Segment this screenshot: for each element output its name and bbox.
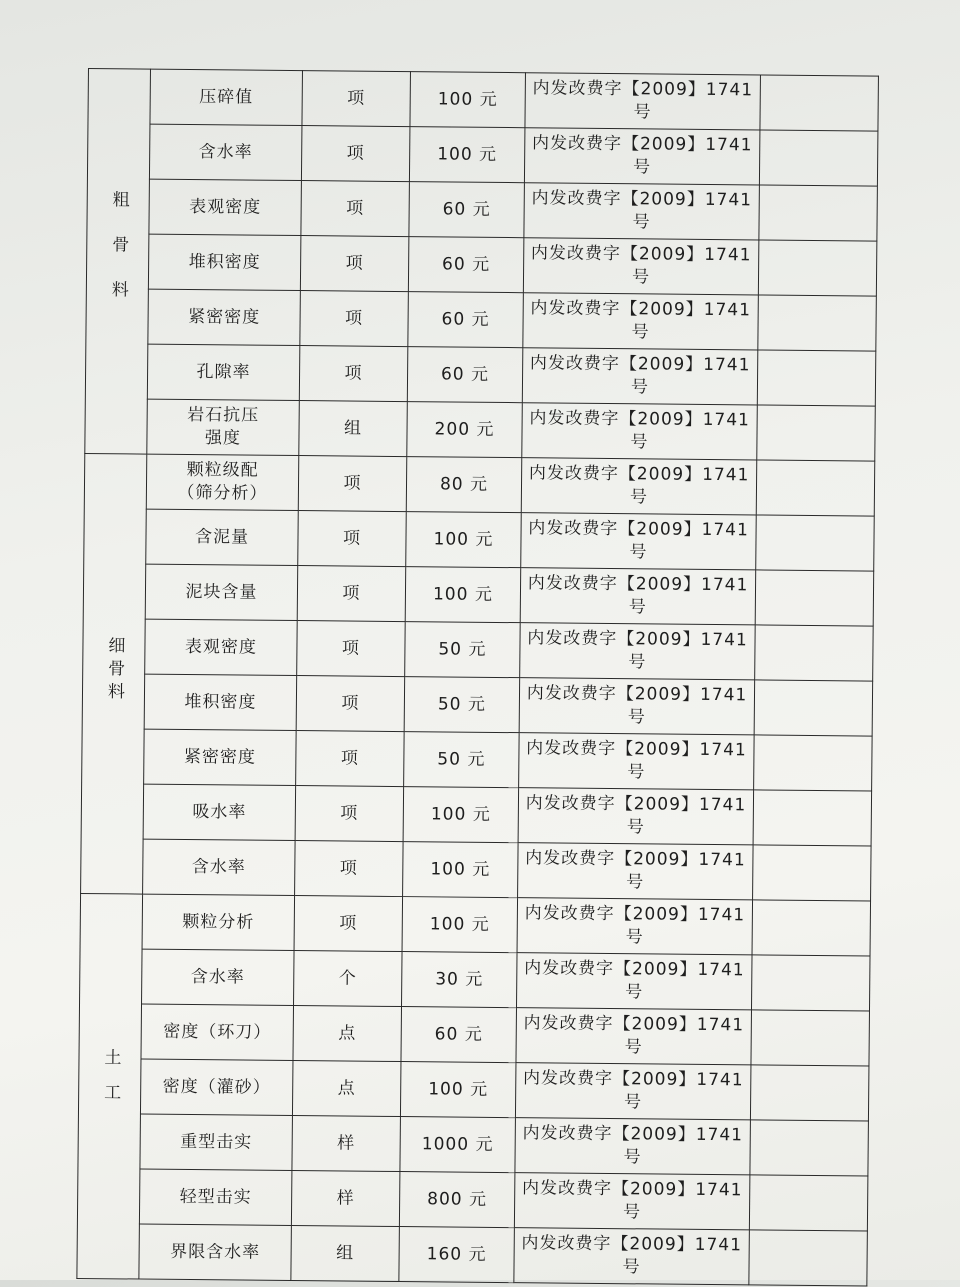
unit-cell: 项: [294, 896, 403, 952]
price-cell: 100 元: [402, 897, 518, 953]
item-cell: 轻型击实: [139, 1169, 292, 1225]
price-cell: 30 元: [402, 952, 518, 1008]
item-cell: 岩石抗压 强度: [147, 399, 300, 455]
item-cell: 吸水率: [143, 784, 296, 840]
unit-cell: 个: [294, 951, 403, 1007]
remark-cell: [749, 1175, 868, 1231]
table-row: [83, 563, 873, 626]
unit-cell: 样: [291, 1171, 400, 1227]
remark-cell: [751, 955, 870, 1011]
basis-cell: 内发改费字【2009】1741 号: [523, 293, 759, 350]
price-cell: 100 元: [406, 512, 522, 568]
basis-cell: 内发改费字【2009】1741 号: [516, 953, 752, 1010]
table-row: [82, 728, 872, 791]
remark-cell: [755, 625, 874, 681]
item-cell: 孔隙率: [147, 344, 300, 400]
item-cell: 紧密密度: [148, 289, 301, 345]
unit-cell: 组: [299, 401, 408, 457]
table-row: [83, 618, 873, 681]
table-row: [87, 178, 877, 241]
table-row: [79, 1003, 869, 1066]
item-cell: 泥块含量: [145, 564, 298, 620]
table-row: [78, 1113, 868, 1176]
basis-cell: 内发改费字【2009】1741 号: [523, 238, 759, 295]
unit-cell: 项: [301, 126, 410, 182]
table-row: [82, 673, 872, 736]
unit-cell: 项: [297, 566, 406, 622]
price-cell: 100 元: [403, 842, 519, 898]
basis-cell: 内发改费字【2009】1741 号: [514, 1173, 750, 1230]
unit-cell: 项: [296, 676, 405, 732]
basis-cell: 内发改费字【2009】1741 号: [517, 898, 753, 955]
remark-cell: [756, 460, 875, 516]
item-cell: 含水率: [142, 949, 295, 1005]
item-cell: 重型击实: [140, 1114, 293, 1170]
remark-cell: [755, 570, 874, 626]
basis-cell: 内发改费字【2009】1741 号: [519, 733, 755, 790]
basis-cell: 内发改费字【2009】1741 号: [525, 73, 761, 130]
fee-table-body: [77, 69, 879, 1287]
unit-cell: 项: [296, 731, 405, 787]
price-cell: 100 元: [409, 127, 525, 183]
price-cell: 60 元: [407, 347, 523, 403]
price-cell: 200 元: [407, 402, 523, 458]
price-cell: 160 元: [399, 1227, 515, 1283]
category-cell: [77, 893, 143, 1279]
remark-cell: [760, 75, 879, 131]
item-cell: 颗粒分析: [142, 894, 295, 950]
table-row: [80, 948, 870, 1011]
remark-cell: [754, 680, 873, 736]
basis-cell: 内发改费字【2009】1741 号: [518, 843, 754, 900]
unit-cell: 点: [293, 1006, 402, 1062]
remark-cell: [759, 130, 878, 186]
price-cell: 60 元: [408, 292, 524, 348]
remark-cell: [758, 240, 877, 296]
remark-cell: [754, 735, 873, 791]
price-cell: 100 元: [410, 72, 526, 128]
remark-cell: [753, 845, 872, 901]
item-cell: 含水率: [143, 839, 296, 895]
unit-cell: 点: [292, 1061, 401, 1117]
item-cell: 界限含水率: [139, 1224, 292, 1280]
price-cell: 50 元: [404, 732, 520, 788]
category-label: 土工: [99, 1047, 121, 1118]
unit-cell: 项: [298, 511, 407, 567]
basis-cell: 内发改费字【2009】1741 号: [515, 1063, 751, 1120]
price-cell: 1000 元: [400, 1117, 516, 1173]
item-cell: 压碎值: [150, 69, 303, 125]
table-row: [77, 1223, 867, 1286]
price-cell: 800 元: [399, 1172, 515, 1228]
table-row: [77, 1168, 867, 1231]
remark-cell: [750, 1120, 869, 1176]
item-cell: 表观密度: [149, 179, 302, 235]
price-cell: 60 元: [408, 237, 524, 293]
unit-cell: 项: [302, 71, 411, 127]
unit-cell: 项: [301, 181, 410, 237]
remark-cell: [757, 405, 876, 461]
table-row: [84, 453, 874, 516]
category-cell: [85, 69, 151, 455]
remark-cell: [750, 1065, 869, 1121]
remark-cell: [749, 1230, 868, 1286]
unit-cell: 项: [297, 621, 406, 677]
unit-cell: 项: [299, 346, 408, 402]
table-row: [80, 893, 870, 956]
item-cell: 颗粒级配 （筛分析）: [146, 454, 299, 510]
category-cell: [81, 453, 147, 894]
basis-cell: 内发改费字【2009】1741 号: [522, 348, 758, 405]
item-cell: 密度（环刀）: [141, 1004, 294, 1060]
remark-cell: [759, 185, 878, 241]
basis-cell: 内发改费字【2009】1741 号: [520, 623, 756, 680]
item-cell: 含水率: [149, 124, 302, 180]
unit-cell: 项: [300, 236, 409, 292]
price-cell: 100 元: [403, 787, 519, 843]
remark-cell: [756, 515, 875, 571]
remark-cell: [757, 350, 876, 406]
basis-cell: 内发改费字【2009】1741 号: [514, 1228, 750, 1285]
table-row: [84, 508, 874, 571]
basis-cell: 内发改费字【2009】1741 号: [522, 403, 758, 460]
table-row: [85, 343, 875, 406]
unit-cell: 项: [295, 786, 404, 842]
table-row: [86, 233, 876, 296]
unit-cell: 项: [295, 841, 404, 897]
table-row: [87, 124, 877, 187]
price-cell: 50 元: [405, 622, 521, 678]
item-cell: 堆积密度: [148, 234, 301, 290]
basis-cell: 内发改费字【2009】1741 号: [521, 513, 757, 570]
basis-cell: 内发改费字【2009】1741 号: [519, 678, 755, 735]
price-cell: 100 元: [405, 567, 521, 623]
category-label: 细骨料: [103, 635, 125, 705]
unit-cell: 样: [292, 1116, 401, 1172]
unit-cell: 项: [298, 456, 407, 512]
fee-table: [76, 68, 879, 1287]
basis-cell: 内发改费字【2009】1741 号: [520, 568, 756, 625]
price-cell: 60 元: [409, 182, 525, 238]
basis-cell: 内发改费字【2009】1741 号: [518, 788, 754, 845]
table-row: [78, 1058, 868, 1121]
table-row: [85, 398, 875, 461]
basis-cell: 内发改费字【2009】1741 号: [521, 458, 757, 515]
remark-cell: [751, 1010, 870, 1066]
item-cell: 密度（灌砂）: [140, 1059, 293, 1115]
price-cell: 100 元: [400, 1062, 516, 1118]
table-row: [88, 69, 878, 132]
price-cell: 50 元: [404, 677, 520, 733]
unit-cell: 项: [300, 291, 409, 347]
table-row: [81, 838, 871, 901]
unit-cell: 组: [291, 1226, 400, 1282]
basis-cell: 内发改费字【2009】1741 号: [516, 1008, 752, 1065]
item-cell: 堆积密度: [144, 674, 297, 730]
basis-cell: 内发改费字【2009】1741 号: [515, 1118, 751, 1175]
item-cell: 表观密度: [145, 619, 298, 675]
table-row: [81, 783, 871, 846]
price-cell: 60 元: [401, 1007, 517, 1063]
basis-cell: 内发改费字【2009】1741 号: [524, 183, 760, 240]
table-row: [86, 288, 876, 351]
price-cell: 80 元: [406, 457, 522, 513]
basis-cell: 内发改费字【2009】1741 号: [524, 128, 760, 185]
remark-cell: [753, 790, 872, 846]
remark-cell: [758, 295, 877, 351]
item-cell: 紧密密度: [144, 729, 297, 785]
remark-cell: [752, 900, 871, 956]
category-label: 粗骨料: [107, 190, 129, 326]
item-cell: 含泥量: [146, 509, 299, 565]
